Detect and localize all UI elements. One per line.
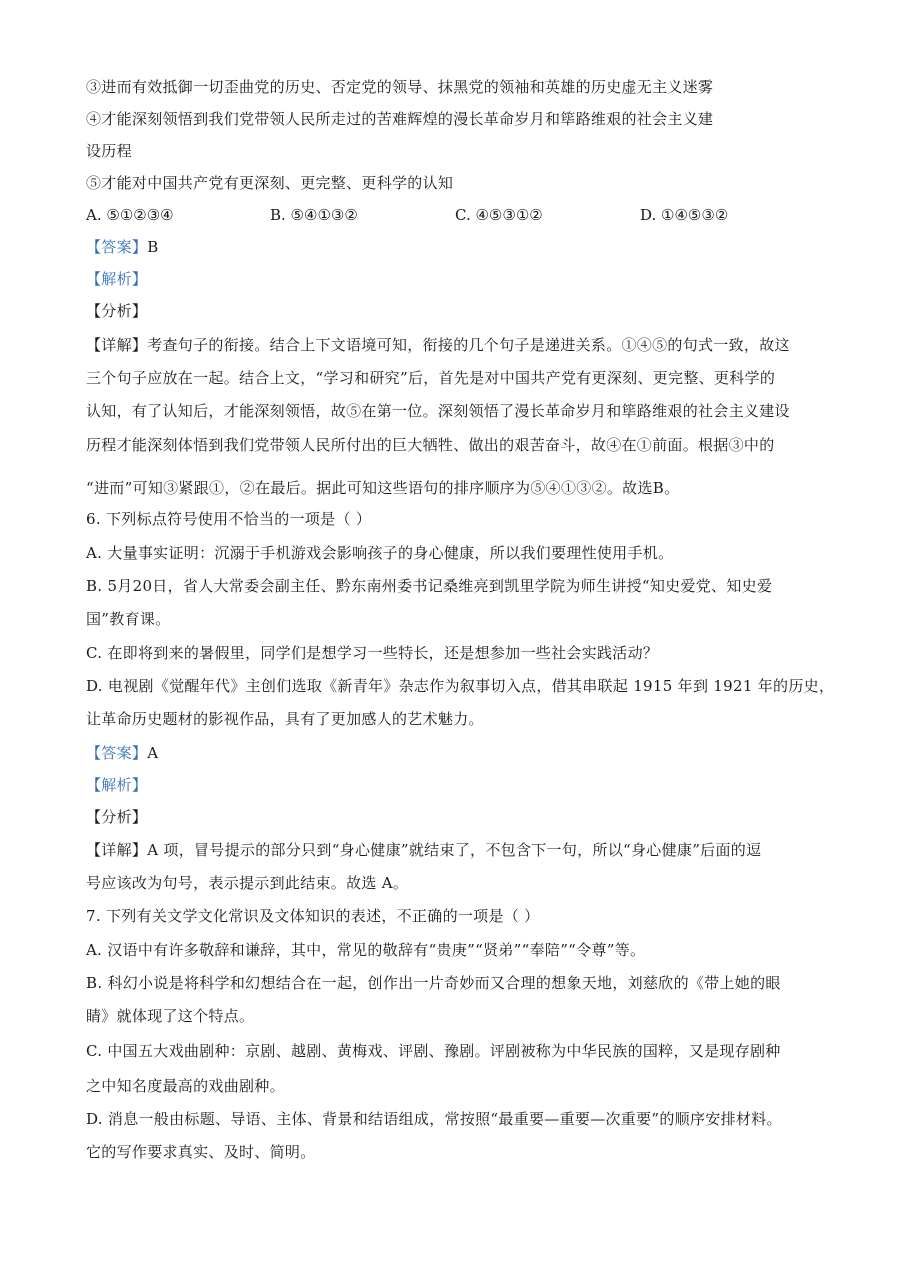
q5-detail-line: 历程才能深刻体悟到我们党带领人民所付出的巨大牺牲、做出的艰苦奋斗，故④在①前面。根据③中的: [86, 436, 775, 454]
q5-detail-line: [86, 334, 790, 356]
q6-option-b: B. 5月20日，省人大常委会副主任、黔东南州委书记桑维亮到凯里学院为师生讲授“知史爱党、知史爱: [86, 577, 773, 595]
q6-option-c: C. 在即将到来的暑假里，同学们是想学习一些特长，还是想参加一些社会实践活动？: [86, 644, 659, 662]
q6-option-d: D. 电视剧《觉醒年代》主创们选取《新青年》杂志作为叙事切入点，借其串联起 1915 年到 1921 年的历史，: [86, 677, 835, 695]
q7-option-d: D. 消息一般由标题、导语、主体、背景和结语组成，常按照“最重要—重要—次重要”的顺序安排材料。: [86, 1110, 782, 1128]
q7-option-c: C. 中国五大戏曲剧种：京剧、越剧、黄梅戏、评剧、豫剧。评剧被称为中华民族的国粹，又是现存剧种: [86, 1042, 781, 1060]
detail-tag: 【详解】: [86, 336, 148, 354]
q7-option-d-cont: 它的写作要求真实、及时、简明。: [86, 1143, 316, 1161]
option-a: A. ⑤①②③④: [86, 206, 174, 224]
q5-analysis-tag: 【解析】: [86, 270, 148, 288]
sentence-5: ⑤才能对中国共产党有更深刻、更完整、更科学的认知: [86, 174, 454, 192]
answer-tag: 【答案】: [86, 238, 148, 256]
q6-option-a: A. 大量事实证明：沉溺于手机游戏会影响孩子的身心健康，所以我们要理性使用手机。: [86, 544, 674, 562]
q7-stem: 7. 下列有关文学文化常识及文体知识的表述，不正确的一项是（ ）: [86, 907, 540, 925]
q5-detail-line: 认知，有了认知后，才能深刻领悟，故⑤在第一位。深刻领悟了漫长革命岁月和筚路维艰的社会主义建设: [86, 402, 790, 420]
answer-tag: 【答案】: [86, 744, 148, 762]
q7-option-b-cont: 睛》就体现了这个特点。: [86, 1007, 255, 1025]
q6-answer: [86, 742, 158, 764]
q5-detail-line: 三个句子应放在一起。结合上文，“学习和研究”后，首先是对中国共产党有更深刻、更完整、更科学的: [86, 369, 776, 387]
q5-answer: [86, 236, 159, 258]
sentence-3: ③进而有效抵御一切歪曲党的历史、否定党的领导、抹黑党的领袖和英雄的历史虚无主义迷雾: [86, 78, 714, 96]
q6-detail-line: [86, 839, 761, 861]
sentence-4-cont: 设历程: [86, 142, 132, 160]
detail-text: 考查句子的衔接。结合上下文语境可知，衔接的几个句子是递进关系。①④⑤的句式一致，故这: [147, 336, 790, 354]
q7-option-a: A. 汉语中有许多敬辞和谦辞，其中，常见的敬辞有“贵庚”“贤弟”“奉陪”“令尊”等。: [86, 941, 646, 959]
q6-fenxi-tag: 【分析】: [86, 808, 148, 826]
answer-value: B: [147, 238, 159, 256]
q5-detail-line: “进而”可知③紧跟①，②在最后。据此可知这些语句的排序顺序为⑤④①③②。故选B。: [86, 479, 680, 497]
q7-option-c-cont: 之中知名度最高的戏曲剧种。: [86, 1077, 285, 1095]
answer-value: A: [147, 744, 159, 762]
q7-option-b: B. 科幻小说是将科学和幻想结合在一起，创作出一片奇妙而又合理的想象天地，刘慈欣的《带上她的眼: [86, 974, 781, 992]
q6-analysis-tag: 【解析】: [86, 776, 148, 794]
option-c: C. ④⑤③①②: [455, 206, 543, 224]
q5-fenxi-tag: 【分析】: [86, 302, 148, 320]
option-d: D. ①④⑤③②: [640, 206, 729, 224]
sentence-4: ④才能深刻领悟到我们党带领人民所走过的苦难辉煌的漫长革命岁月和筚路维艰的社会主义建: [86, 110, 714, 128]
q6-option-b-cont: 国”教育课。: [86, 610, 171, 628]
detail-text: A 项，冒号提示的部分只到“身心健康”就结束了，不包含下一句，所以“身心健康”后面的逗: [147, 841, 762, 859]
q6-stem: 6. 下列标点符号使用不恰当的一项是（ ）: [86, 510, 372, 528]
q6-detail-line: 号应该改为句号，表示提示到此结束。故选 A。: [86, 874, 409, 892]
q6-option-d-cont: 让革命历史题材的影视作品，具有了更加感人的艺术魅力。: [86, 710, 484, 728]
option-b: B. ⑤④①③②: [270, 206, 358, 224]
detail-tag: 【详解】: [86, 841, 148, 859]
